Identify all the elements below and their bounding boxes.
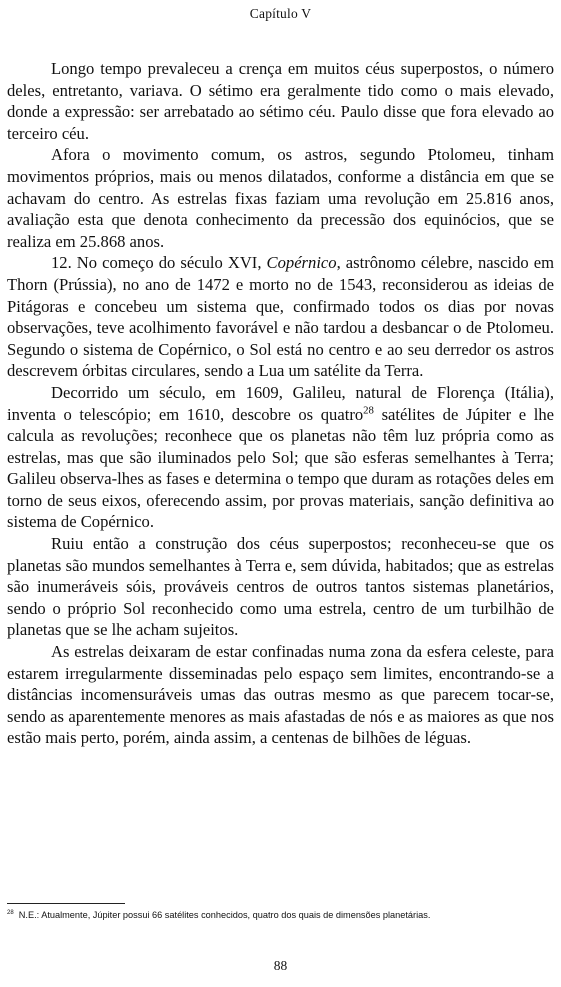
paragraph: Afora o movimento comum, os astros, segundo Ptolomeu, tinham movimentos próprios, mais ou menos dilatados, conforme a distância em que se achavam do centro. As estrelas fixas faziam uma revolução em 25.816 anos, avaliação esta que denota conhecimento da precessão dos equinócios, que se realiza em 25.868 anos. — [7, 145, 554, 251]
running-header: Capítulo V — [249, 6, 312, 21]
footnote-marker: 28 — [7, 909, 14, 916]
text-run: , astrônomo célebre, nascido em Thorn (Prússia), no ano de 1472 e morto no de 1543, reconsiderou as ideias de Pitágoras e concebeu um sistema que, confirmado todos os dias por novas observações, teve acolhimento favorável e não tardou a desbancar o de Ptolomeu. Segundo o sistema de Copérnico, o Sol está no centro e ao seu derredor os astros descrevem órbitas circulares, sendo a Lua um satélite da Terra. — [7, 253, 554, 381]
paragraph — [7, 382, 554, 533]
paragraph — [7, 252, 554, 382]
text-run: Decorrido um século, em 1609, Galileu, natural de Florença (Itália), inventa o telescópio; em 1610, descobre os quatro — [7, 382, 554, 424]
footnote-divider — [7, 903, 125, 904]
paragraph: As estrelas deixaram de estar confinadas numa zona da esfera celeste, para estarem irregularmente disseminadas pelo espaço sem limites, encontrando-se a distâncias incomensuráveis umas das outras mesmo as que parecem tocar-se, sendo as aparentemente menores as mais afastadas de nós e as maiores as que nos estão mais perto, porém, ainda assim, a centenas de bilhões de léguas. — [7, 642, 554, 748]
text-run: satélites de Júpiter e lhe calcula as revoluções; reconhece que os planetas não têm luz própria como as estrelas, mas que são iluminados pelo Sol; que são esferas semelhantes à Terra; Galileu observa-lhes as fases e determina o tempo que duram as rotações deles em torno de seus eixos, oferecendo assim, por provas materiais, sanção definitiva ao sistema de Copérnico. — [7, 404, 554, 532]
paragraph: Ruiu então a construção dos céus superpostos; reconheceu-se que os planetas são mundos semelhantes à Terra e, sem dúvida, habitados; que as estrelas são inumeráveis sóis, prováveis centros de outros tantos sistemas planetários, sendo o próprio Sol reconhecido como uma estrela, centro de um turbilhão de planetas que se lhe acham sujeitos. — [7, 534, 554, 640]
italic-name: Copérnico — [266, 253, 337, 273]
text-run: 12. No começo do século XVI, — [51, 253, 267, 273]
footnote-reference: 28 — [363, 403, 374, 416]
body-text — [7, 58, 554, 749]
paragraph: Longo tempo prevaleceu a crença em muitos céus superpostos, o número deles, entretanto, variava. O sétimo era geralmente tido como o mais elevado, donde a expressão: ser arrebatado ao sétimo céu. Paulo disse que fora elevado ao terceiro céu. — [7, 59, 554, 143]
footnote-text: N.E.: Atualmente, Júpiter possui 66 satélites conhecidos, quatro dos quais de dimensões planetárias. — [18, 910, 431, 920]
footnote — [7, 909, 557, 921]
page-number: 88 — [273, 958, 288, 973]
